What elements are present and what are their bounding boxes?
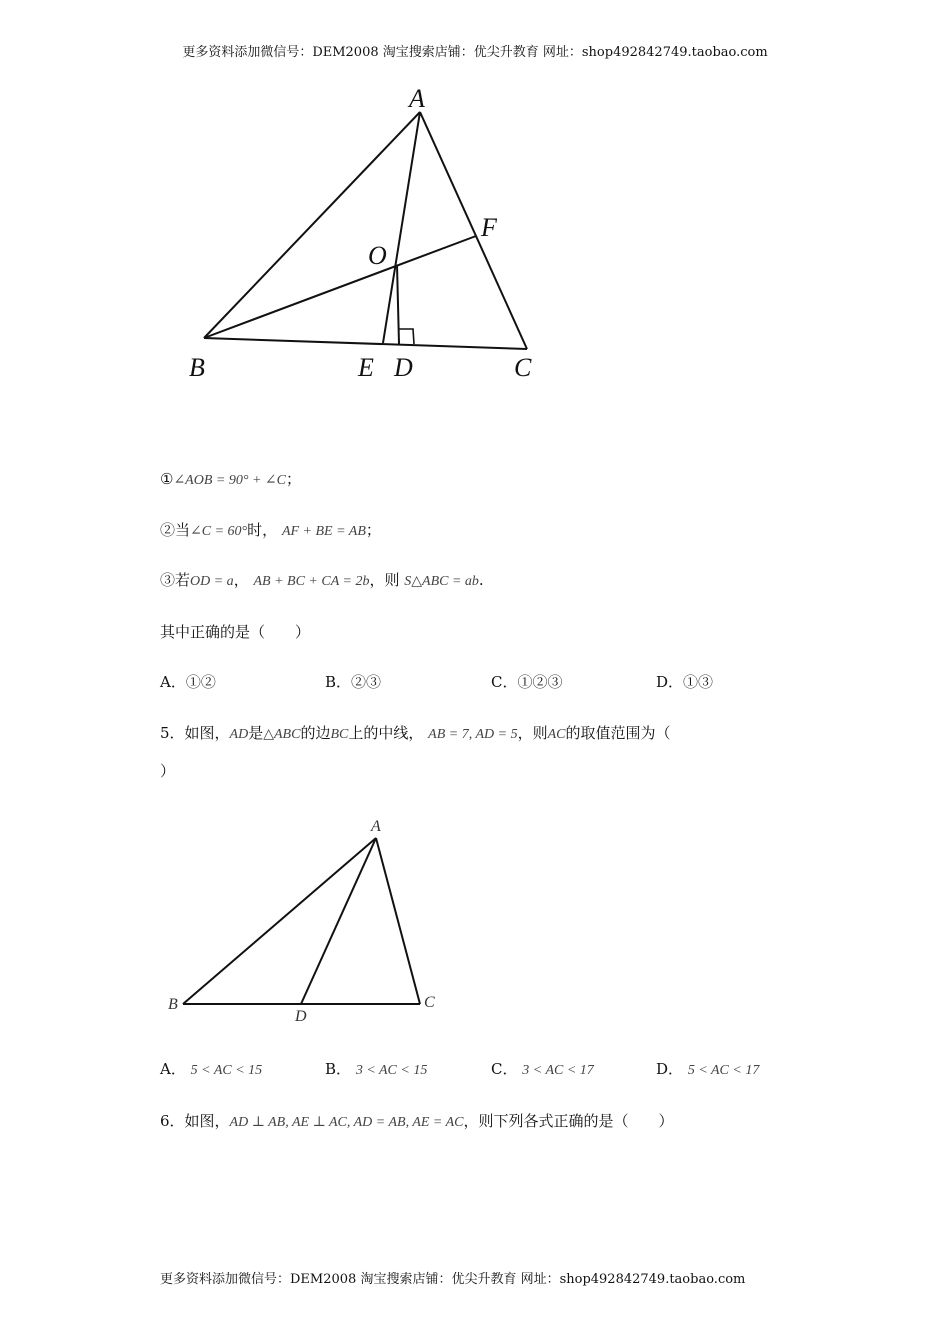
q5-stem: 5．如图，AD是△ABC的边BC上的中线， AB = 7, AD = 5，则AC的取值范围为（ xyxy=(160,724,671,742)
segment-bc xyxy=(204,338,527,349)
label-c: C xyxy=(514,353,532,382)
label-b: B xyxy=(168,996,178,1013)
q5-stem-close: ） xyxy=(160,762,176,780)
segment-ab xyxy=(204,112,420,338)
q5-option-d[interactable]: D． 5 < AC < 17 xyxy=(656,1060,760,1078)
right-angle-mark xyxy=(399,329,414,344)
q5-option-a[interactable]: A． 5 < AC < 15 xyxy=(160,1060,263,1078)
q5-option-b[interactable]: B． 3 < AC < 15 xyxy=(325,1060,428,1078)
label-d: D xyxy=(295,1008,307,1025)
segment-ac xyxy=(376,838,420,1004)
segment-ae xyxy=(383,112,420,343)
q4-option-d[interactable]: D．①③ xyxy=(656,673,714,691)
statement-1: ①∠AOB = 90° + ∠C； xyxy=(160,470,301,488)
segment-bf xyxy=(204,236,476,338)
label-a: A xyxy=(409,84,425,113)
segment-od xyxy=(397,265,399,344)
q4-option-b[interactable]: B．②③ xyxy=(325,673,382,691)
label-o: O xyxy=(368,241,387,270)
segment-ab xyxy=(183,838,376,1004)
label-e: E xyxy=(358,353,374,382)
segment-ad xyxy=(301,838,376,1004)
figure-triangle-abc-1 xyxy=(180,80,560,390)
q6-stem: 6．如图，AD ⊥ AB, AE ⊥ AC, AD = AB, AE = AC，则下列各式正确的是（ ） xyxy=(160,1112,674,1130)
q5-option-c[interactable]: C． 3 < AC < 17 xyxy=(491,1060,594,1078)
q4-option-a[interactable]: A．①② xyxy=(160,673,216,691)
page-footer: 更多资料添加微信号：DEM2008 淘宝搜索店铺：优尖升教育 网址：shop492842749.taobao.com xyxy=(160,1272,746,1287)
label-b: B xyxy=(189,353,205,382)
page-header: 更多资料添加微信号：DEM2008 淘宝搜索店铺：优尖升教育 网址：shop492842749.taobao.com xyxy=(182,45,768,60)
math-angle-aob: ∠AOB = 90° + ∠C xyxy=(173,473,286,488)
label-c: C xyxy=(424,994,435,1011)
label-f: F xyxy=(481,213,497,242)
statement-3: ③若OD = a， AB + BC + CA = 2b，则 S△ABC = ab. xyxy=(160,571,484,589)
label-a: A xyxy=(371,818,381,835)
q4-question: 其中正确的是（ ） xyxy=(160,623,311,641)
statement-2: ②当∠C = 60°时， AF + BE = AB； xyxy=(160,521,381,539)
label-d: D xyxy=(394,353,413,382)
segment-ac xyxy=(420,112,527,349)
figure-triangle-abc-2 xyxy=(160,810,450,1030)
q4-option-c[interactable]: C．①②③ xyxy=(491,673,563,691)
